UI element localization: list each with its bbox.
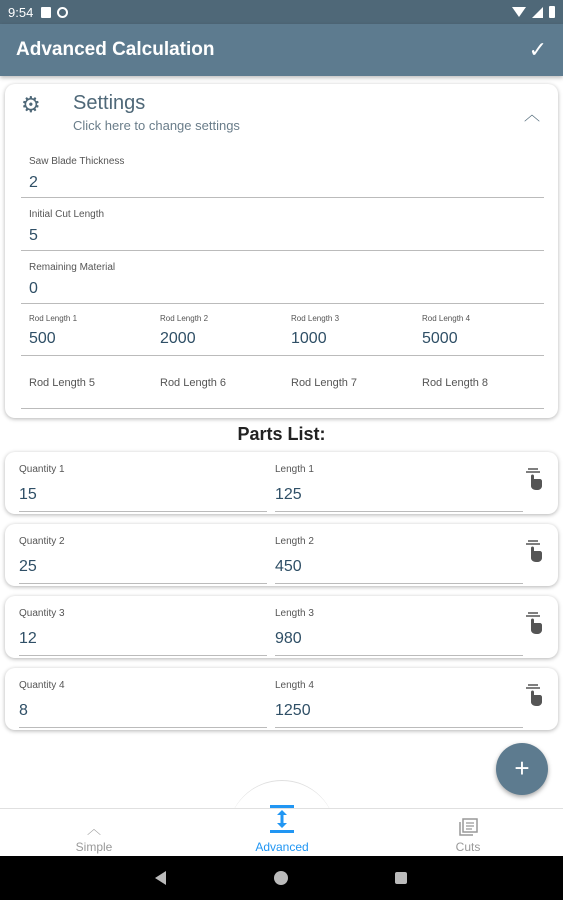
rod-length-label: Rod Length 1: [29, 314, 78, 323]
rod-length-5-field[interactable]: [21, 367, 148, 409]
remaining-material-value: 0: [29, 280, 38, 297]
length-label: Length 4: [275, 680, 314, 691]
swipe-delete-icon[interactable]: [522, 540, 544, 564]
length-label: Length 2: [275, 536, 314, 547]
rod-length-value: 2000: [160, 330, 196, 347]
field-underline: [21, 408, 148, 409]
quantity-value: 12: [19, 630, 37, 647]
settings-header[interactable]: [5, 84, 558, 140]
nav-advanced-label: Advanced: [255, 840, 309, 854]
length-field[interactable]: [275, 608, 523, 656]
field-underline: [21, 355, 148, 356]
part-card: [5, 596, 558, 658]
field-underline: [410, 408, 544, 409]
field-underline: [19, 583, 267, 584]
rod-length-3-field[interactable]: [279, 314, 410, 356]
remaining-material-label: Remaining Material: [29, 262, 116, 273]
rod-length-value: 5000: [422, 330, 458, 347]
length-field[interactable]: [275, 464, 523, 512]
rod-length-4-field[interactable]: [410, 314, 544, 356]
status-time: 9:54: [8, 4, 34, 20]
settings-subtitle: Click here to change settings: [73, 118, 240, 133]
chevron-up-icon[interactable]: ︿: [523, 107, 540, 124]
saw-blade-value: 2: [29, 174, 38, 191]
length-field[interactable]: [275, 680, 523, 728]
field-underline: [279, 355, 410, 356]
quantity-value: 8: [19, 702, 28, 719]
quantity-value: 15: [19, 486, 37, 503]
field-underline: [275, 511, 523, 512]
status-bar: [0, 0, 563, 24]
rod-length-label: Rod Length 6: [160, 377, 227, 389]
rod-length-value: 500: [29, 330, 56, 347]
nav-simple-label: Simple: [75, 840, 113, 854]
rod-length-label: Rod Length 7: [291, 377, 358, 389]
length-value: 125: [275, 486, 302, 503]
nav-simple[interactable]: [34, 809, 154, 857]
rod-length-6-field[interactable]: [148, 367, 279, 409]
quantity-field[interactable]: [19, 536, 267, 584]
page-title: Advanced Calculation: [16, 39, 215, 60]
length-value: 1250: [275, 702, 311, 719]
initial-cut-field[interactable]: [21, 209, 544, 251]
rod-length-2-field[interactable]: [148, 314, 279, 356]
chevron-up-icon: ︿: [87, 821, 101, 837]
rod-length-label: Rod Length 4: [422, 314, 471, 323]
field-underline: [19, 727, 267, 728]
field-underline: [21, 303, 544, 304]
length-value: 450: [275, 558, 302, 575]
field-underline: [279, 408, 410, 409]
rod-length-label: Rod Length 5: [29, 377, 96, 389]
library-icon: [458, 818, 478, 836]
rod-length-label: Rod Length 3: [291, 314, 340, 323]
field-underline: [19, 511, 267, 512]
length-field[interactable]: [275, 536, 523, 584]
vertical-expand-icon: [268, 803, 296, 835]
parts-list-title: Parts List:: [237, 424, 326, 444]
quantity-label: Quantity 2: [19, 536, 65, 547]
app-bar: [0, 24, 563, 76]
swipe-delete-icon[interactable]: [522, 612, 544, 636]
quantity-field[interactable]: [19, 608, 267, 656]
length-label: Length 3: [275, 608, 314, 619]
nav-cuts-label: Cuts: [455, 840, 481, 854]
field-underline: [275, 583, 523, 584]
length-label: Length 1: [275, 464, 314, 475]
remaining-material-field[interactable]: [21, 262, 544, 304]
gear-icon: ⚙: [21, 92, 41, 117]
quantity-value: 25: [19, 558, 37, 575]
part-card: [5, 524, 558, 586]
rod-length-1-field[interactable]: [21, 314, 148, 356]
rod-length-7-field[interactable]: [279, 367, 410, 409]
signal-icon: [532, 7, 543, 18]
length-value: 980: [275, 630, 302, 647]
rod-length-value: 1000: [291, 330, 327, 347]
quantity-label: Quantity 4: [19, 680, 65, 691]
field-underline: [148, 408, 279, 409]
wifi-icon: [512, 7, 526, 17]
settings-card: [5, 84, 558, 418]
nav-advanced[interactable]: [222, 809, 342, 857]
saw-blade-label: Saw Blade Thickness: [29, 156, 125, 167]
initial-cut-value: 5: [29, 227, 38, 244]
field-underline: [275, 727, 523, 728]
part-card: [5, 452, 558, 514]
quantity-field[interactable]: [19, 680, 267, 728]
add-part-button[interactable]: +: [496, 743, 548, 795]
field-underline: [21, 250, 544, 251]
quantity-label: Quantity 3: [19, 608, 65, 619]
home-icon[interactable]: [274, 871, 288, 885]
battery-icon: [549, 6, 555, 18]
settings-title: Settings: [73, 92, 146, 114]
part-card: [5, 668, 558, 730]
check-icon[interactable]: ✓: [528, 37, 547, 62]
field-underline: [21, 197, 544, 198]
nav-cuts[interactable]: [408, 809, 528, 857]
system-nav-bar: [0, 856, 563, 900]
initial-cut-label: Initial Cut Length: [29, 209, 105, 220]
field-underline: [19, 655, 267, 656]
swipe-delete-icon[interactable]: [522, 684, 544, 708]
rod-length-label: Rod Length 8: [422, 377, 489, 389]
recents-icon[interactable]: [395, 872, 407, 884]
back-icon[interactable]: [155, 871, 166, 885]
quantity-label: Quantity 1: [19, 464, 65, 475]
sync-icon: [57, 7, 68, 18]
sd-card-icon: [41, 7, 51, 18]
rod-length-8-field[interactable]: [410, 367, 544, 409]
rod-length-label: Rod Length 2: [160, 314, 209, 323]
field-underline: [410, 355, 544, 356]
saw-blade-field[interactable]: [21, 156, 544, 198]
quantity-field[interactable]: [19, 464, 267, 512]
field-underline: [148, 355, 279, 356]
field-underline: [275, 655, 523, 656]
swipe-delete-icon[interactable]: [522, 468, 544, 492]
bottom-nav: [0, 808, 563, 856]
